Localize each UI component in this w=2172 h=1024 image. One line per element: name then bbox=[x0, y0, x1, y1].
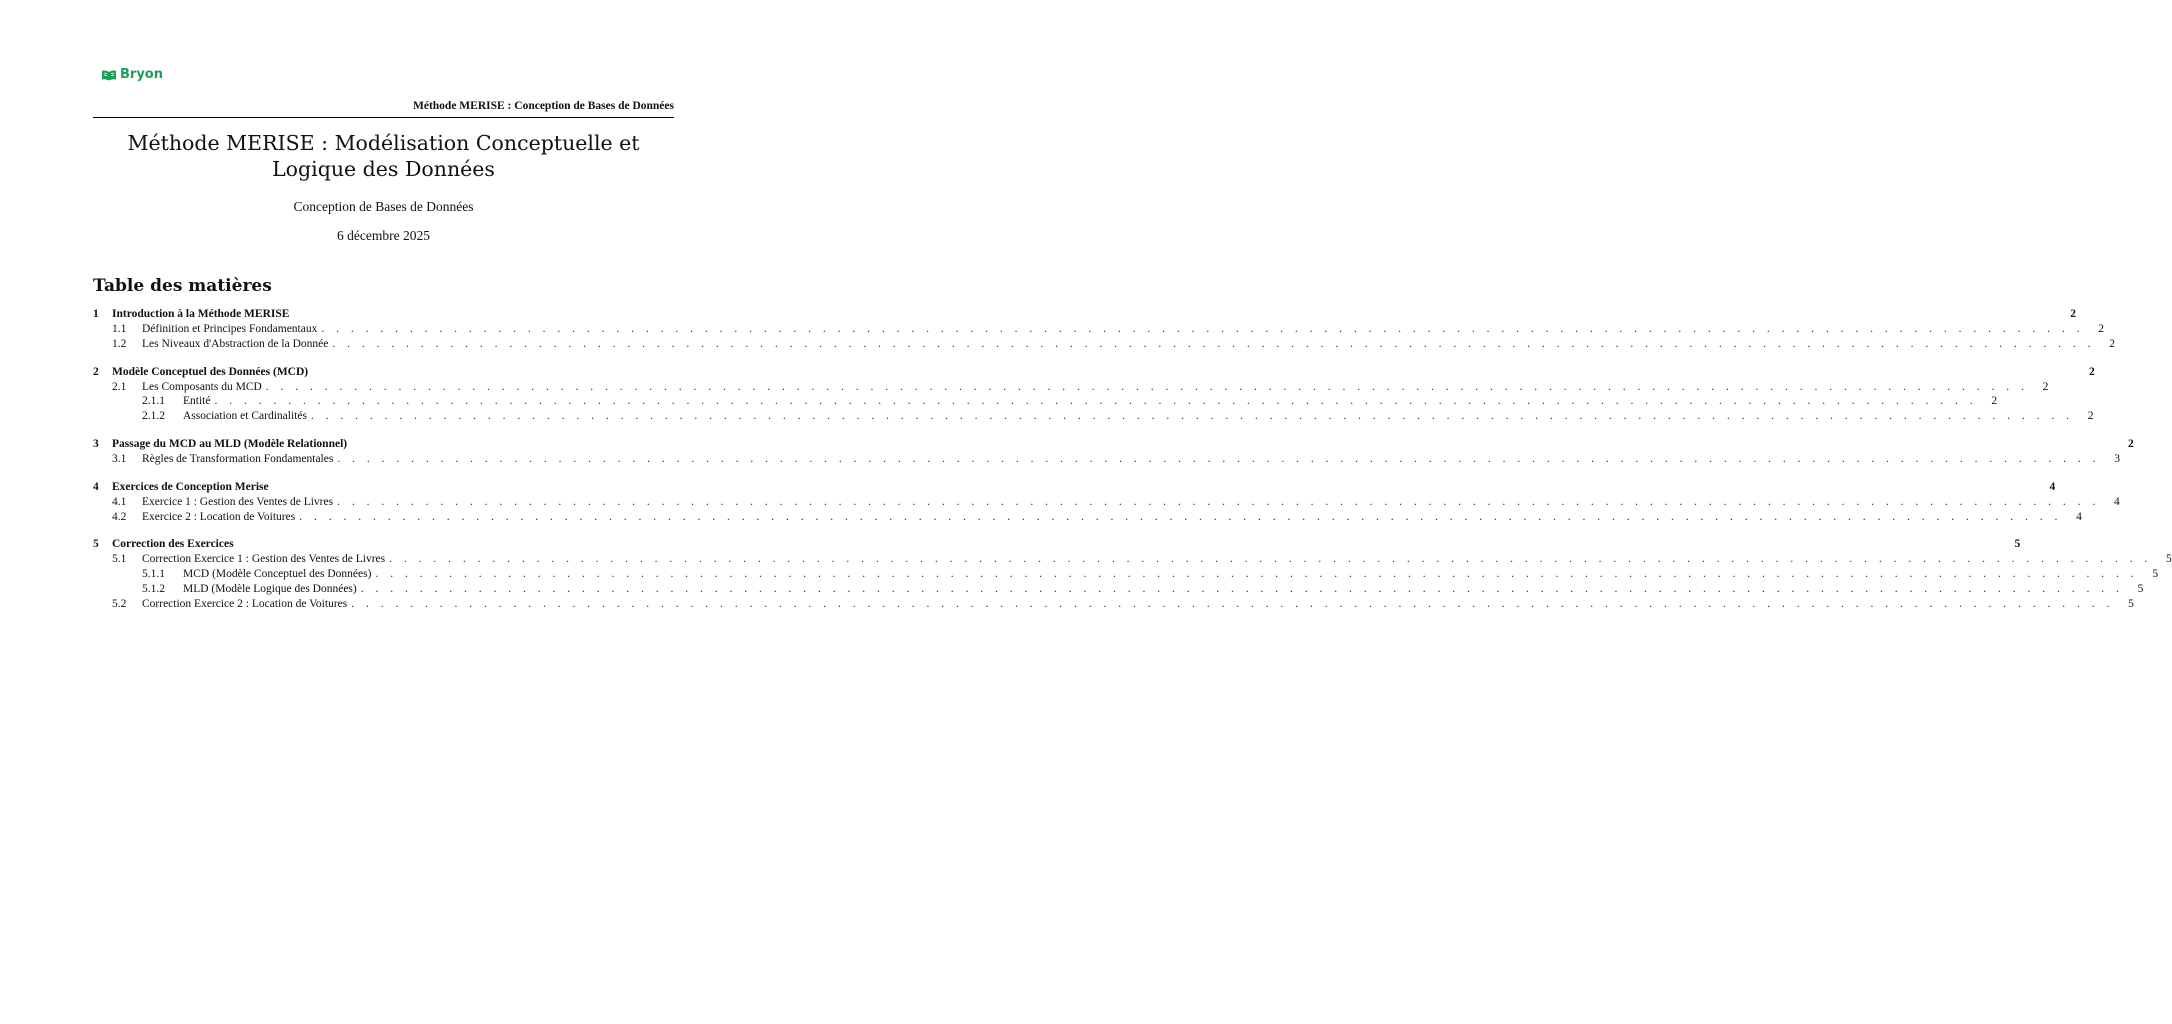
toc-entry-page: 5 bbox=[2128, 597, 2134, 610]
toc-entry-num: 4.1 bbox=[112, 495, 127, 508]
dot-leader: . . . . . . . . . . . . . . . . . . . . . . . . . . . . . . . . . . . . . . . . . . . . . . . . . . . . . . . . . . . . . . . . . . . . . . . . . . . . . . . . . . . . . . . . . . . . . . . . . . . . . . . . . . . . . . . . . . . . . . . . bbox=[214, 395, 1978, 408]
toc-entry-title: Règles de Transformation Fondamentales bbox=[142, 452, 334, 465]
dot-leader: . . . . . . . . . . . . . . . . . . . . . . . . . . . . . . . . . . . . . . . . . . . . . . . . . . . . . . . . . . . . . . . . . . . . . . . . . . . . . . . . . . . . . . . . . . . . . . . . . . . . . . . . . . . . . . . . . . . . . . . . bbox=[360, 582, 2124, 595]
dot-leader: . . . . . . . . . . . . . . . . . . . . . . . . . . . . . . . . . . . . . . . . . . . . . . . . . . . . . . . . . . . . . . . . . . . . . . . . . . . . . . . . . . . . . . . . . . . . . . . . . . . . . . . . . . . . . . . . . . . . . . . . bbox=[375, 568, 2139, 581]
dot-leader: . . . . . . . . . . . . . . . . . . . . . . . . . . . . . . . . . . . . . . . . . . . . . . . . . . . . . . . . . . . . . . . . . . . . . . . . . . . . . . . . . . . . . . . . . . . . . . . . . . . . . . . . . . . . . . . . . . . . . . . . bbox=[351, 597, 2114, 610]
document-subtitle: Conception de Bases de Données bbox=[293, 199, 474, 214]
toc-entry-title: Correction des Exercices bbox=[112, 538, 234, 551]
toc-entry-num: 5.1.2 bbox=[142, 582, 165, 595]
toc-subsubsection-entry[interactable] bbox=[93, 567, 2159, 582]
toc-entry-num: 2.1 bbox=[112, 380, 127, 393]
dot-leader: . . . . . . . . . . . . . . . . . . . . . . . . . . . . . . . . . . . . . . . . . . . . . . . . . . . . . . . . . . . . . . . . . . . . . . . . . . . . . . . . . . . . . . . . . . . . . . . . . . . . . . . . . . . . . . . . . . . . . . . . bbox=[310, 410, 2074, 423]
toc-subsection-entry[interactable] bbox=[93, 552, 2172, 567]
toc-entry-num: 2 bbox=[93, 365, 99, 378]
toc-entry-page: 2 bbox=[2127, 437, 2134, 450]
toc-entry-num: 2.1.1 bbox=[142, 395, 165, 408]
toc-entry-page: 2 bbox=[1991, 395, 1998, 408]
toc-subsubsection-entry[interactable] bbox=[93, 409, 2094, 424]
toc-entry-num: 3 bbox=[93, 437, 99, 450]
toc-entry-page: 5 bbox=[2166, 553, 2172, 566]
toc-entry-page: 4 bbox=[2113, 495, 2120, 508]
toc-entry-num: 1.1 bbox=[112, 323, 127, 335]
toc-entry-num: 1.2 bbox=[112, 337, 127, 350]
toc-entry-page: 5 bbox=[2152, 568, 2159, 581]
toc-section-entry[interactable] bbox=[93, 306, 2077, 322]
toc-section-entry[interactable] bbox=[93, 364, 2095, 380]
toc-entry-num: 5.1.1 bbox=[142, 568, 165, 581]
toc-entry-page: 2 bbox=[2089, 365, 2095, 378]
logo-text: Bryon bbox=[120, 67, 163, 82]
document-title: Méthode MERISE : Modélisation Conceptuelle et Logique des Données bbox=[127, 131, 640, 181]
toc-section-entry[interactable] bbox=[93, 436, 2134, 452]
toc-entry-title: Définition et Principes Fondamentaux bbox=[142, 323, 318, 335]
toc-subsection-entry[interactable] bbox=[93, 510, 2082, 525]
toc-section-entry[interactable] bbox=[93, 536, 2021, 552]
toc-subsection-entry[interactable] bbox=[93, 380, 2049, 395]
toc-entry-title: Modèle Conceptuel des Données (MCD) bbox=[112, 365, 309, 378]
toc-entry-page: 2 bbox=[2087, 410, 2094, 423]
dot-leader: . . . . . . . . . . . . . . . . . . . . . . . . . . . . . . . . . . . . . . . . . . . . . . . . . . . . . . . . . . . . . . . . . . . . . . . . . . . . . . . . . . . . . . . . . . . . . . . . . . . . . . . . . . . . . . . . . . . . . . . . bbox=[321, 323, 2084, 335]
toc-entry-title: Correction Exercice 1 : Gestion des Ventes de Livres bbox=[142, 553, 386, 566]
toc-entry-title: Passage du MCD au MLD (Modèle Relationnel) bbox=[112, 437, 348, 450]
brand-logo bbox=[101, 67, 163, 82]
toc-section bbox=[93, 436, 2134, 467]
toc-entry-page: 3 bbox=[2114, 452, 2120, 465]
toc-subsection-entry[interactable] bbox=[93, 452, 2120, 467]
toc-entry-title: Exercice 2 : Location de Voitures bbox=[142, 510, 296, 523]
toc-entry-page: 2 bbox=[2109, 337, 2115, 350]
toc-subsection-entry[interactable] bbox=[93, 597, 2134, 612]
toc-entry-title: Exercices de Conception Merise bbox=[112, 480, 269, 493]
dot-leader: . . . . . . . . . . . . . . . . . . . . . . . . . . . . . . . . . . . . . . . . . . . . . . . . . . . . . . . . . . . . . . . . . . . . . . . . . . . . . . . . . . . . . . . . . . . . . . . . . . . . . . . . . . . . . . . . . . . . . . . . bbox=[337, 452, 2100, 465]
toc-subsubsection-entry[interactable] bbox=[93, 394, 1998, 409]
toc-entry-page: 5 bbox=[2137, 582, 2144, 595]
table-of-contents bbox=[93, 306, 2172, 624]
toc-entry-title: Introduction à la Méthode MERISE bbox=[112, 308, 290, 320]
toc-entry-page: 4 bbox=[2049, 480, 2056, 493]
dot-leader: . . . . . . . . . . . . . . . . . . . . . . . . . . . . . . . . . . . . . . . . . . . . . . . . . . . . . . . . . . . . . . . . . . . . . . . . . . . . . . . . . . . . . . . . . . . . . . . . . . . . . . . . . . . . . . . . . . . . . . . . bbox=[337, 495, 2100, 508]
toc-section bbox=[93, 306, 2115, 352]
dot-leader: . . . . . . . . . . . . . . . . . . . . . . . . . . . . . . . . . . . . . . . . . . . . . . . . . . . . . . . . . . . . . . . . . . . . . . . . . . . . . . . . . . . . . . . . . . . . . . . . . . . . . . . . . . . . . . . . . . . . . . . . bbox=[332, 337, 2095, 350]
toc-section-entry[interactable] bbox=[93, 479, 2056, 495]
toc-entry-title: MLD (Modèle Logique des Données) bbox=[183, 582, 357, 595]
toc-entry-page: 2 bbox=[2070, 308, 2077, 320]
toc-entry-num: 5.1 bbox=[112, 553, 127, 566]
running-header: Méthode MERISE : Conception de Bases de Données bbox=[413, 100, 674, 112]
toc-entry-page: 4 bbox=[2076, 510, 2082, 523]
toc-entry-num: 4.2 bbox=[112, 510, 127, 523]
toc-heading: Table des matières bbox=[93, 276, 272, 296]
toc-section bbox=[93, 364, 2095, 424]
toc-entry-num: 1 bbox=[93, 308, 99, 320]
toc-subsection-entry[interactable] bbox=[93, 495, 2120, 510]
toc-entry-num: 4 bbox=[93, 480, 99, 493]
toc-entry-page: 2 bbox=[2098, 323, 2104, 335]
toc-entry-title: Exercice 1 : Gestion des Ventes de Livres bbox=[142, 495, 334, 508]
toc-subsection-entry[interactable] bbox=[93, 322, 2104, 337]
toc-entry-num: 2.1.2 bbox=[142, 410, 165, 423]
toc-entry-num: 3.1 bbox=[112, 452, 127, 465]
toc-entry-page: 5 bbox=[2014, 538, 2021, 551]
toc-entry-title: Les Niveaux d'Abstraction de la Donnée bbox=[142, 337, 329, 350]
document-date: 6 décembre 2025 bbox=[337, 228, 430, 243]
toc-entry-title: Correction Exercice 2 : Location de Voitures bbox=[142, 597, 348, 610]
toc-entry-title: MCD (Modèle Conceptuel des Données) bbox=[183, 568, 372, 581]
toc-subsection-entry[interactable] bbox=[93, 337, 2115, 352]
toc-subsubsection-entry[interactable] bbox=[93, 582, 2144, 597]
dot-leader: . . . . . . . . . . . . . . . . . . . . . . . . . . . . . . . . . . . . . . . . . . . . . . . . . . . . . . . . . . . . . . . . . . . . . . . . . . . . . . . . . . . . . . . . . . . . . . . . . . . . . . . . . . . . . . . . . . . . . . . . bbox=[265, 380, 2029, 393]
toc-entry-title: Les Composants du MCD bbox=[142, 380, 262, 393]
toc-entry-title: Entité bbox=[183, 395, 211, 408]
header-rule bbox=[93, 117, 674, 118]
toc-entry-page: 2 bbox=[2042, 380, 2049, 393]
dot-leader: . . . . . . . . . . . . . . . . . . . . . . . . . . . . . . . . . . . . . . . . . . . . . . . . . . . . . . . . . . . . . . . . . . . . . . . . . . . . . . . . . . . . . . . . . . . . . . . . . . . . . . . . . . . . . . . . . . . . . . . . bbox=[389, 553, 2152, 566]
dot-leader: . . . . . . . . . . . . . . . . . . . . . . . . . . . . . . . . . . . . . . . . . . . . . . . . . . . . . . . . . . . . . . . . . . . . . . . . . . . . . . . . . . . . . . . . . . . . . . . . . . . . . . . . . . . . . . . . . . . . . . . . bbox=[299, 510, 2062, 523]
toc-section bbox=[93, 479, 2120, 525]
toc-entry-title: Association et Cardinalités bbox=[183, 410, 307, 423]
toc-entry-num: 5.2 bbox=[112, 597, 127, 610]
open-book-icon bbox=[101, 69, 117, 81]
toc-section bbox=[93, 536, 2172, 611]
toc-entry-num: 5 bbox=[93, 538, 99, 551]
